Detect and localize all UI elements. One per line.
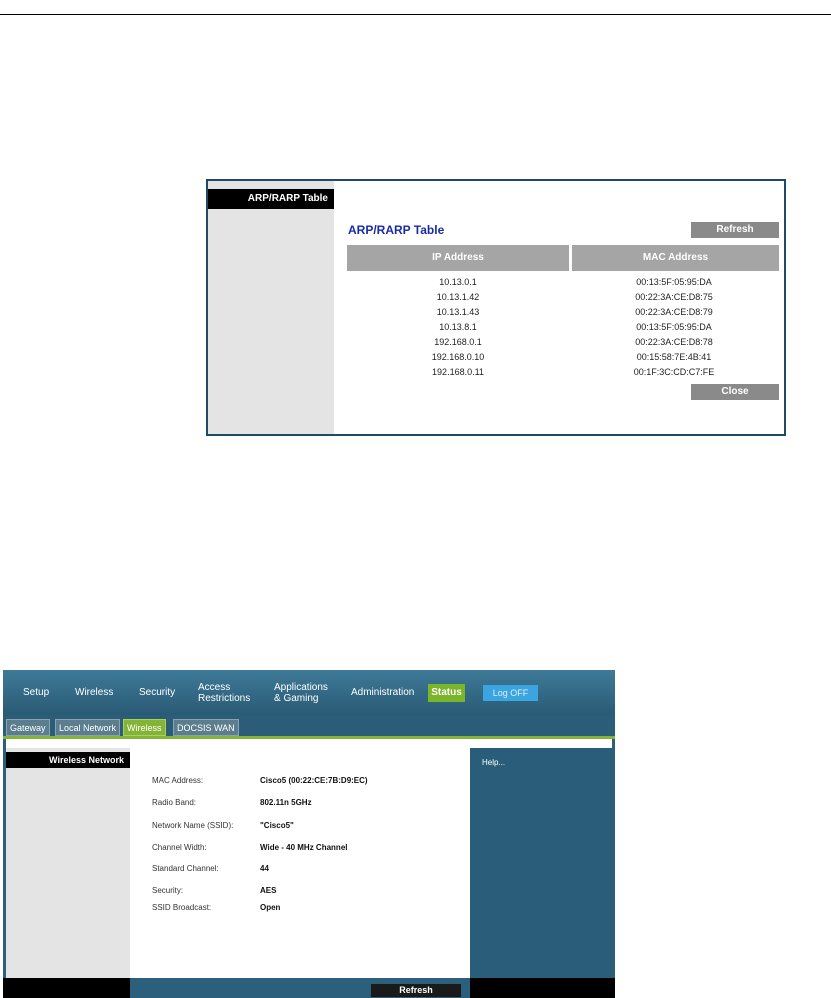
nav-status-tab[interactable]: Status <box>428 684 465 702</box>
arp-table-body <box>347 275 779 380</box>
footer-right <box>470 978 615 998</box>
wireless-info-content <box>130 748 470 978</box>
ip-cell: 10.13.0.1 <box>439 277 477 287</box>
field-value: 44 <box>260 864 269 873</box>
subtab-local-network[interactable]: Local Network <box>55 719 120 736</box>
nav-apps-line1: Applications <box>274 681 328 693</box>
subtab-gateway[interactable]: Gateway <box>6 719 50 736</box>
mac-cell: 00:22:3A:CE:D8:75 <box>635 292 713 302</box>
table-row <box>347 320 779 335</box>
mac-cell: 00:13:5F:05:95:DA <box>636 322 712 332</box>
field-value: Open <box>260 903 281 912</box>
nav-administration[interactable]: Administration <box>351 687 415 698</box>
arp-sidebar-title: ARP/RARP Table <box>208 189 334 209</box>
mac-address-column-header: MAC Address <box>572 245 779 271</box>
field-label: Standard Channel: <box>152 864 219 873</box>
nav-security[interactable]: Security <box>139 687 176 698</box>
table-row <box>347 290 779 305</box>
nav-access-line2: Restrictions <box>198 692 251 704</box>
nav-access-restrictions[interactable] <box>198 670 250 715</box>
field-label: Network Name (SSID): <box>152 821 234 830</box>
field-label: SSID Broadcast: <box>152 903 212 912</box>
main-nav-bar <box>3 670 615 715</box>
page-top-rule <box>0 14 831 15</box>
field-label: MAC Address: <box>152 776 204 785</box>
content-top-band <box>6 739 612 748</box>
table-row <box>347 305 779 320</box>
mac-cell: 00:1F:3C:CD:C7:FE <box>633 367 715 377</box>
nav-apps-line2: & Gaming <box>274 692 319 704</box>
field-value: "Cisco5" <box>260 821 294 830</box>
mac-cell: 00:13:5F:05:95:DA <box>636 277 712 287</box>
ip-cell: 10.13.1.42 <box>436 292 480 302</box>
subtab-docsis-wan[interactable]: DOCSIS WAN <box>173 719 239 736</box>
table-row <box>347 275 779 290</box>
help-panel <box>470 748 612 978</box>
router-wireless-status-window <box>3 670 615 998</box>
table-row <box>347 335 779 350</box>
field-value: 802.11n 5GHz <box>260 798 312 807</box>
arp-close-button[interactable]: Close <box>691 384 779 400</box>
ip-cell: 192.168.0.11 <box>432 367 484 377</box>
field-value: Wide - 40 MHz Channel <box>260 843 348 852</box>
wireless-network-title: Wireless Network <box>6 752 130 768</box>
status-subtabs <box>3 715 615 737</box>
arp-table-heading: ARP/RARP Table <box>348 223 445 237</box>
mac-cell: 00:22:3A:CE:D8:78 <box>635 337 713 347</box>
field-label: Radio Band: <box>152 798 197 807</box>
field-value: Cisco5 (00:22:CE:7B:D9:EC) <box>260 776 368 785</box>
ip-cell: 192.168.0.10 <box>431 352 485 362</box>
table-row <box>347 350 779 365</box>
ip-address-column-header: IP Address <box>347 245 569 271</box>
field-label: Security: <box>152 886 184 895</box>
footer-left <box>3 978 130 998</box>
mac-cell: 00:15:58:7E:4B:41 <box>636 352 712 362</box>
mac-cell: 00:22:3A:CE:D8:79 <box>635 307 713 317</box>
table-row <box>347 365 779 380</box>
arp-table-panel <box>206 179 786 436</box>
ip-cell: 10.13.1.43 <box>436 307 480 317</box>
nav-setup[interactable]: Setup <box>23 687 50 698</box>
wireless-sidebar <box>6 748 130 978</box>
help-link[interactable]: Help... <box>482 758 506 767</box>
ip-cell: 192.168.0.1 <box>434 337 482 347</box>
nav-wireless[interactable]: Wireless <box>75 687 114 698</box>
wireless-refresh-button[interactable]: Refresh <box>371 984 461 997</box>
nav-access-line1: Access <box>198 681 231 693</box>
logoff-button[interactable]: Log OFF <box>483 685 538 701</box>
subtab-wireless[interactable]: Wireless <box>123 719 166 736</box>
nav-applications-gaming[interactable] <box>274 670 328 715</box>
field-label: Channel Width: <box>152 843 207 852</box>
arp-refresh-button[interactable]: Refresh <box>691 222 779 238</box>
field-value: AES <box>260 886 277 895</box>
ip-cell: 10.13.8.1 <box>439 322 477 332</box>
arp-sidebar <box>208 181 334 434</box>
